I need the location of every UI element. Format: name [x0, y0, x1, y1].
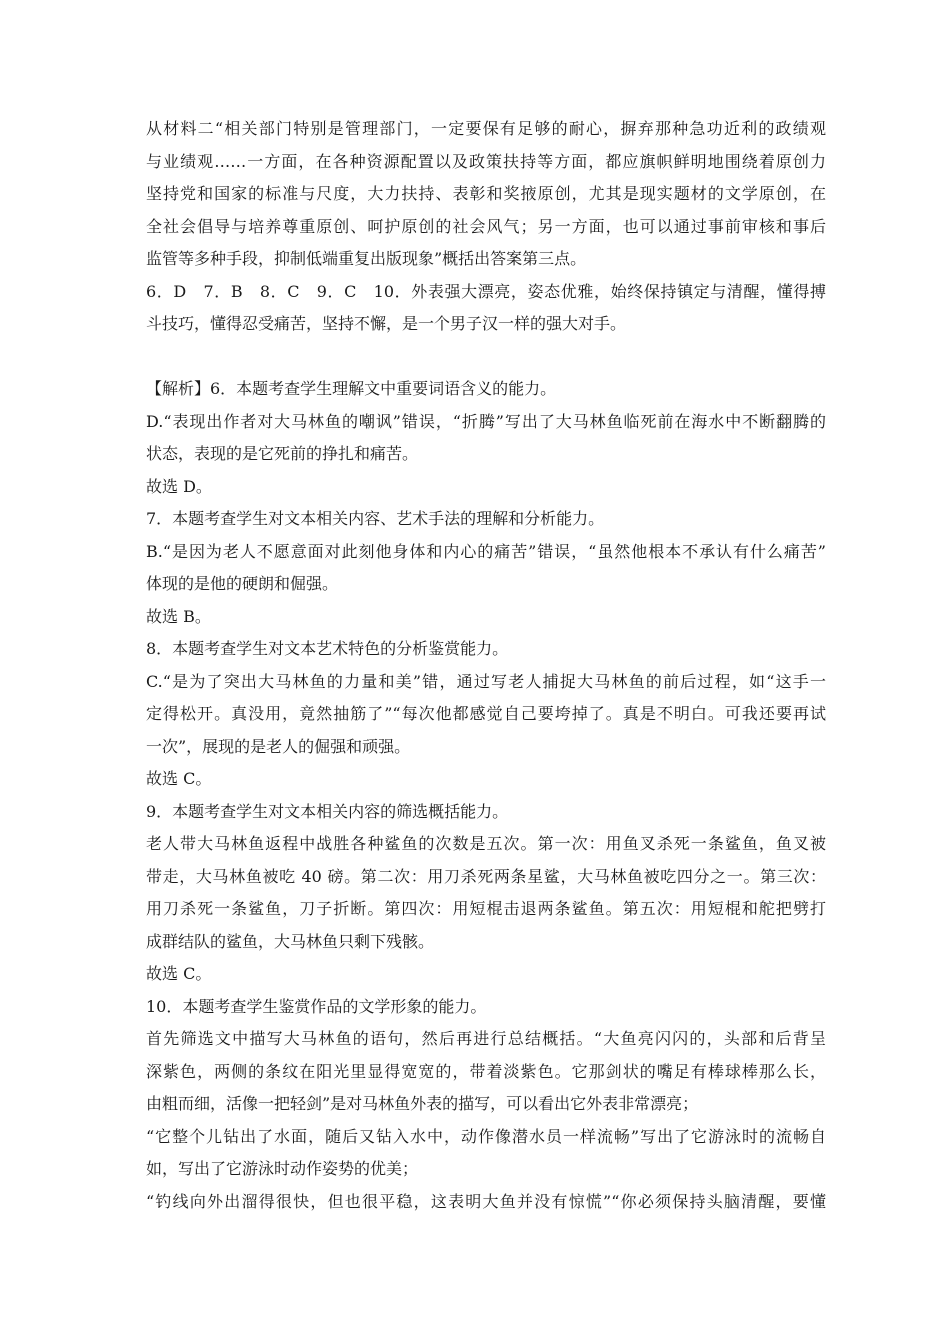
paragraph-line: 与业绩观……一方面，在各种资源配置以及政策扶持等方面，都应旗帜鲜明地围绕着原创力: [146, 151, 826, 171]
choice-conclusion: 故选 C。: [146, 769, 212, 788]
choice-conclusion: 故选 B。: [146, 606, 211, 626]
paragraph-line: 定得松开。真没用，竟然抽筋了”“每次他都感觉自己要垮掉了。真是不明白。可我还要再试: [146, 704, 826, 723]
paragraph-line: 深紫色，两侧的条纹在阳光里显得宽宽的，带着淡紫色。它那剑状的嘴足有棒球棒那么长，: [146, 1061, 826, 1081]
answer-key-line: 斗技巧，懂得忍受痛苦，坚持不懈，是一个男子汉一样的强大对手。: [146, 314, 627, 333]
paragraph-line: B.“是因为老人不愿意面对此刻他身体和内心的痛苦”错误，“虽然他根本不承认有什么痛苦”: [146, 541, 826, 561]
question-heading: 7．本题考查学生对文本相关内容、艺术手法的理解和分析能力。: [146, 509, 605, 528]
paragraph-line: 用刀杀死一条鲨鱼，刀子折断。第四次：用短棍击退两条鲨鱼。第五次：用短棍和舵把劈打: [146, 899, 826, 918]
choice-conclusion: 故选 C。: [146, 964, 212, 983]
paragraph-line: 首先筛选文中描写大马林鱼的语句，然后再进行总结概括。“大鱼亮闪闪的，头部和后背呈: [146, 1029, 826, 1048]
question-heading: 8．本题考查学生对文本艺术特色的分析鉴赏能力。: [146, 639, 509, 658]
paragraph-line: D.“表现出作者对大马林鱼的嘲讽”错误，“折腾”写出了大马林鱼临死前在海水中不断翻腾的: [146, 411, 826, 431]
paragraph-line: 如，写出了它游泳时动作姿势的优美；: [146, 1159, 419, 1178]
paragraph-line: 成群结队的鲨鱼，大马林鱼只剩下残骸。: [146, 931, 435, 951]
choice-conclusion: 故选 D。: [146, 476, 212, 496]
answer-analysis-text: [146, 113, 826, 1218]
answer-key-line: 6．D 7．B 8．C 9．C 10．外表强大漂亮，姿态优雅，始终保持镇定与清醒，懂得搏: [146, 281, 826, 301]
paragraph-line: 监管等多种手段，抑制低端重复出版现象”概括出答案第三点。: [146, 249, 587, 268]
paragraph-line: C.“是为了突出大马林鱼的力量和美”错，通过写老人捕捉大马林鱼的前后过程，如“这手一: [146, 671, 826, 691]
paragraph-line: 由粗而细，活像一把轻剑”是对马林鱼外表的描写，可以看出它外表非常漂亮；: [146, 1094, 699, 1113]
paragraph-line: “钓线向外出溜得很快，但也很平稳，这表明大鱼并没有惊慌”“你必须保持头脑清醒，要懂: [146, 1191, 826, 1211]
paragraph-line: 全社会倡导与培养尊重原创、呵护原创的社会风气；另一方面，也可以通过事前审核和事后: [146, 216, 826, 236]
paragraph-line: 从材料二“相关部门特别是管理部门，一定要保有足够的耐心，摒弃那种急功近利的政绩观: [146, 119, 826, 138]
paragraph-line: 一次”，展现的是老人的倔强和顽强。: [146, 736, 411, 756]
paragraph-line: “它整个儿钻出了水面，随后又钻入水中，动作像潜水员一样流畅”写出了它游泳时的流畅自: [146, 1126, 826, 1146]
paragraph-line: 坚持党和国家的标准与尺度，大力扶持、表彰和奖掖原创，尤其是现实题材的文学原创，在: [146, 184, 826, 203]
analysis-heading: 【解析】6．本题考查学生理解文中重要词语含义的能力。: [146, 379, 557, 398]
question-heading: 9．本题考查学生对文本相关内容的筛选概括能力。: [146, 801, 509, 821]
blank-line: [146, 341, 826, 374]
paragraph-line: 带走，大马林鱼被吃 40 磅。第二次：用刀杀死两条星鲨，大马林鱼被吃四分之一。第三次：: [146, 866, 826, 886]
paragraph-line: 老人带大马林鱼返程中战胜各种鲨鱼的次数是五次。第一次：用鱼叉杀死一条鲨鱼，鱼叉被: [146, 834, 826, 853]
question-heading: 10．本题考查学生鉴赏作品的文学形象的能力。: [146, 996, 487, 1016]
paragraph-line: 体现的是他的硬朗和倔强。: [146, 574, 339, 593]
paragraph-line: 状态，表现的是它死前的挣扎和痛苦。: [146, 444, 419, 463]
